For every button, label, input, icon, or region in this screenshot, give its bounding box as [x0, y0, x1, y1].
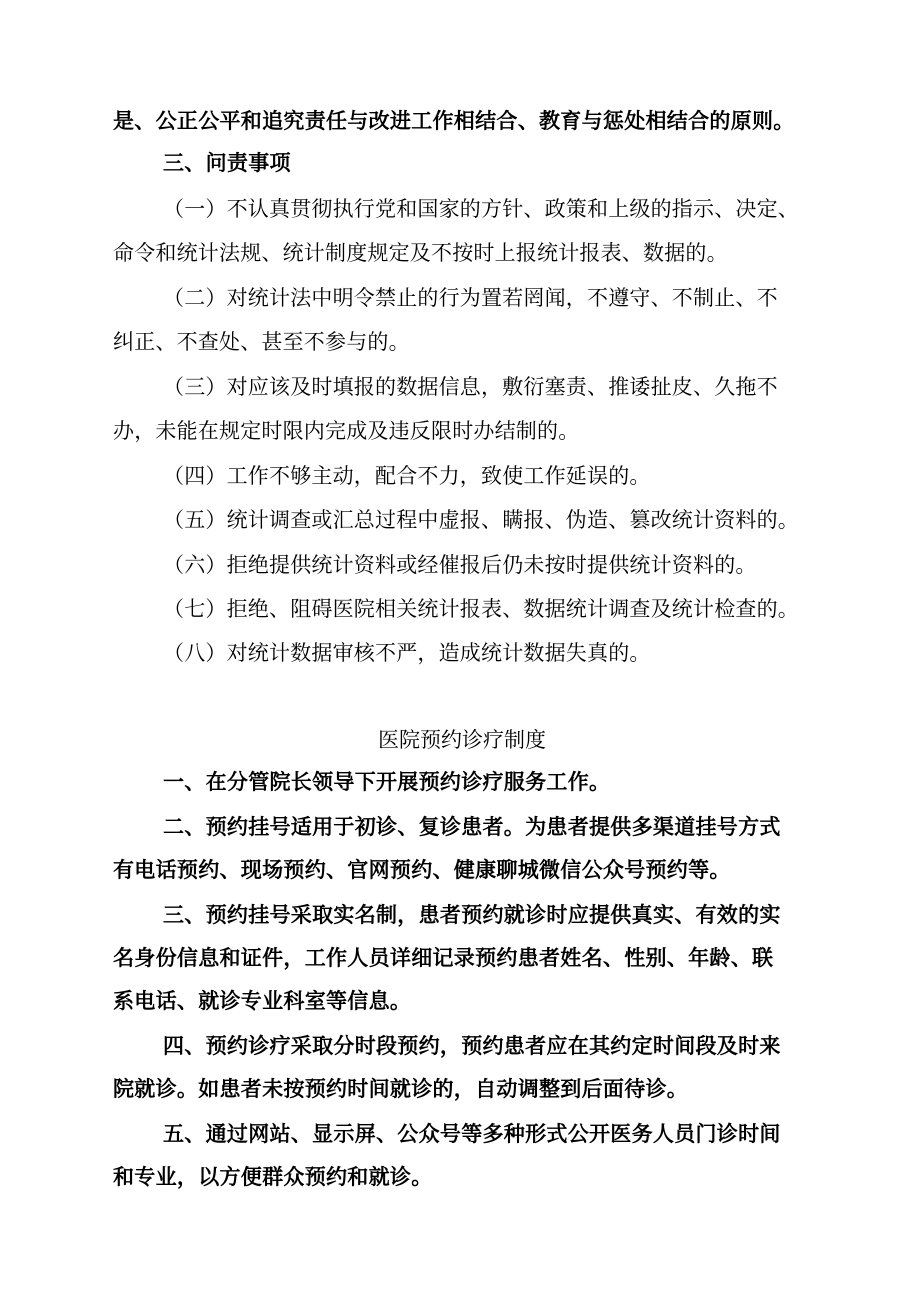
- item-6: （六）拒绝提供统计资料或经催报后仍未按时提供统计资料的。: [163, 553, 757, 577]
- rule-3-line-1: 三、预约挂号采取实名制，患者预约就诊时应提供真实、有效的实: [163, 903, 781, 927]
- item-2-line-2: 纠正、不查处、甚至不参与的。: [113, 330, 410, 354]
- item-1-line-1: （一）不认真贯彻执行党和国家的方针、政策和上级的指示、决定、: [163, 197, 799, 221]
- item-2-line-1: （二）对统计法中明令禁止的行为置若罔闻，不遵守、不制止、不: [163, 286, 778, 310]
- rule-1: 一、在分管院长领导下开展预约诊疗服务工作。: [163, 770, 611, 794]
- rule-2-line-1: 二、预约挂号适用于初诊、复诊患者。为患者提供多渠道挂号方式: [163, 815, 781, 839]
- item-1-line-2: 命令和统计法规、统计制度规定及不按时上报统计报表、数据的。: [113, 241, 728, 265]
- rule-2-line-2: 有电话预约、现场预约、官网预约、健康聊城微信公众号预约等。: [113, 858, 731, 882]
- item-7: （七）拒绝、阻碍医院相关统计报表、数据统计调查及统计检查的。: [163, 597, 799, 621]
- rule-4-line-2: 院就诊。如患者未按预约时间就诊的，自动调整到后面待诊。: [113, 1077, 689, 1101]
- rule-4-line-1: 四、预约诊疗采取分时段预约，预约患者应在其约定时间段及时来: [163, 1034, 781, 1058]
- section-heading-accountability: 三、问责事项: [163, 151, 291, 175]
- principle-tail-line: 是、公正公平和追究责任与改进工作相结合、教育与惩处相结合的原则。: [113, 109, 795, 133]
- rule-3-line-3: 系电话、就诊专业科室等信息。: [113, 989, 412, 1013]
- rule-5-line-1: 五、通过网站、显示屏、公众号等多种形式公开医务人员门诊时间: [163, 1122, 781, 1146]
- rule-5-line-2: 和专业，以方便群众预约和就诊。: [113, 1165, 433, 1189]
- document-title: 医院预约诊疗制度: [378, 728, 546, 752]
- item-4: （四）工作不够主动，配合不力，致使工作延误的。: [163, 464, 651, 488]
- item-5: （五）统计调查或汇总过程中虚报、瞒报、伪造、篡改统计资料的。: [163, 508, 799, 532]
- item-8: （八）对统计数据审核不严，造成统计数据失真的。: [163, 641, 651, 665]
- item-3-line-2: 办，未能在规定时限内完成及违反限时办结制的。: [113, 419, 580, 443]
- rule-3-line-2: 名身份信息和证件，工作人员详细记录预约患者姓名、性别、年龄、联: [113, 946, 774, 970]
- item-3-line-1: （三）对应该及时填报的数据信息，敷衍塞责、推诿扯皮、久拖不: [163, 375, 778, 399]
